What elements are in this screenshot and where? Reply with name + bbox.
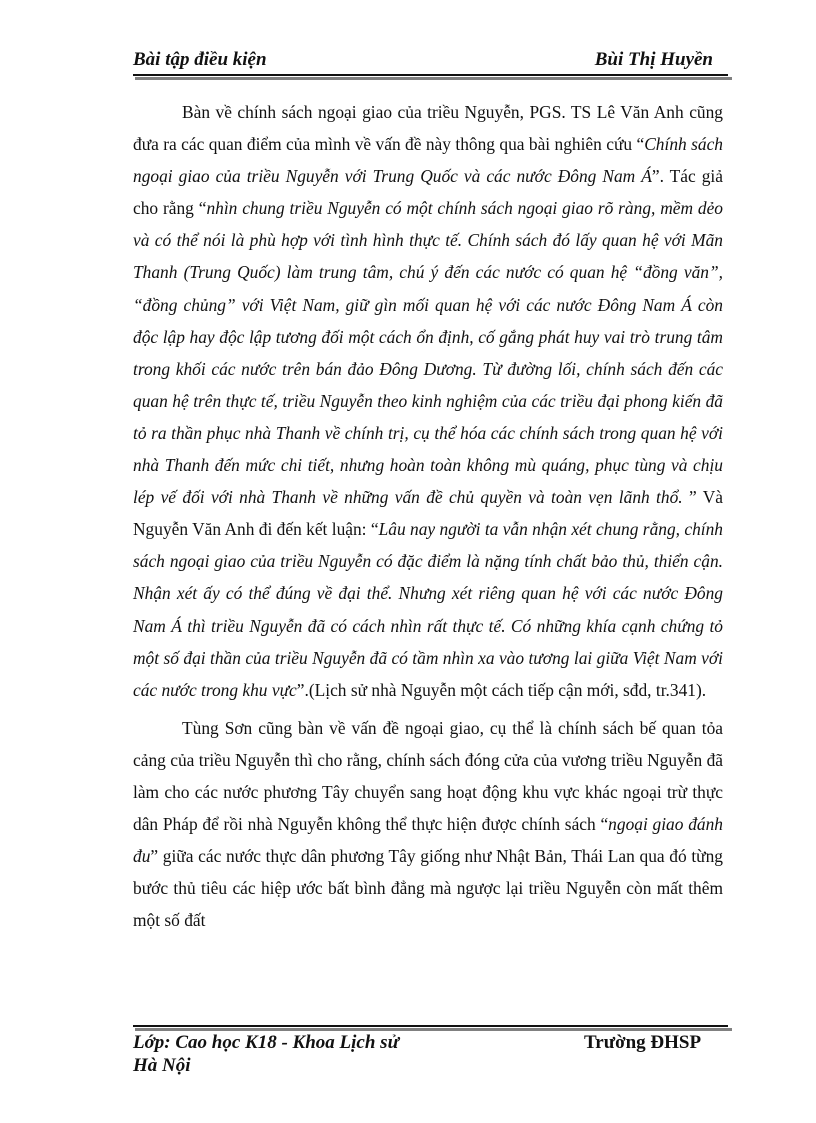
paragraph-2-text: Tùng Sơn cũng bàn về vấn đề ngoại giao, cụ thể là chính sách bế quan tỏa cảng của triều Nguyễn thì cho rằng, chính sách đóng cửa của vương triều Nguyễn đã làm cho các nước phương Tây chuyển sang hoạt động khu vực khác ngoại trừ thực dân Pháp để rồi nhà Nguyễn không thể thực hiện được chính sách “ (133, 717, 723, 835)
footer-class-info: Lớp: Cao học K18 - Khoa Lịch sử (133, 1032, 399, 1053)
paragraph-1-text: ” Và Nguyễn Văn Anh đi đến kết luận: “ (133, 487, 724, 540)
footer-city: Hà Nội (133, 1055, 191, 1076)
header-author-name: Bùi Thị Huyền (594, 49, 713, 70)
header-course-title: Bài tập điều kiện (133, 49, 267, 70)
paragraph-1-citation: ”.(Lịch sử nhà Nguyễn một cách tiếp cận mới, sđd, tr.341). (296, 679, 707, 700)
document-body (133, 96, 723, 936)
header-rule-shadow (135, 77, 732, 80)
paragraph-2 (133, 712, 723, 937)
paragraph-1 (133, 96, 723, 706)
header-rule (133, 74, 728, 76)
footer-rule-shadow (135, 1028, 732, 1031)
footer-rule (133, 1025, 728, 1027)
footer-university: Trường ĐHSP (584, 1032, 702, 1053)
paragraph-1-text: ”. Tác giả cho rằng “ (133, 166, 723, 219)
page-header (133, 47, 723, 75)
page-footer (133, 1025, 723, 1085)
paragraph-2-term: ngoại giao đánh đu (133, 814, 723, 867)
paragraph-1-conclusion-quote: Lâu nay người ta vẫn nhận xét chung rằng, chính sách ngoại giao của triều Nguyễn có đặc điểm là nặng tính chất bảo thủ, thiển cận. Nhận xét ấy có thể đúng về đại thể. Nhưng xét riêng quan hệ với các nước Đông Nam Á thì triều Nguyễn đã có cách nhìn rất thực tế. Có những khía cạnh chứng tỏ một số đại thần của triều Nguyễn đã có tầm nhìn xa vào tương lai giữa Việt Nam với các nước trong khu vực (133, 519, 723, 700)
paragraph-2-text: ” giữa các nước thực dân phương Tây giống như Nhật Bản, Thái Lan qua đó từng bước thủ tiêu các hiệp ước bất bình đẳng mà ngược lại triều Nguyễn còn mất thêm một số đất (133, 846, 723, 931)
paragraph-1-quote: nhìn chung triều Nguyễn có một chính sách ngoại giao rõ ràng, mềm dẻo và có thể nói là phù hợp với tình hình thực tế. Chính sách đó lấy quan hệ với Mãn Thanh (Trung Quốc) làm trung tâm, chú ý đến các nước có quan hệ “đồng văn”, “đồng chủng” với Việt Nam, giữ gìn mối quan hệ với các nước Đông Nam Á còn độc lập hay độc lập tương đối một cách ổn định, cố gắng phát huy vai trò trung tâm trong khối các nước trên bán đảo Đông Dương. Từ đường lối, chính sách đến các quan hệ trên thực tế, triều Nguyễn theo kinh nghiệm của các triều đại phong kiến đã tỏ ra thần phục nhà Thanh về chính trị, cụ thể hóa các chính sách trong quan hệ với nhà Thanh đến mức chi tiết, nhưng hoàn toàn không mù quáng, phục tùng và chịu lép vế đối với nhà Thanh về những vấn đề chủ quyền và toàn vẹn lãnh thổ. (133, 198, 723, 508)
paragraph-1-study-title: Chính sách ngoại giao của triều Nguyễn với Trung Quốc và các nước Đông Nam Á (133, 134, 723, 187)
paragraph-1-text: Bàn về chính sách ngoại giao của triều Nguyễn, PGS. TS Lê Văn Anh cũng đưa ra các quan điểm của mình về vấn đề này thông qua bài nghiên cứu “ (133, 102, 723, 155)
